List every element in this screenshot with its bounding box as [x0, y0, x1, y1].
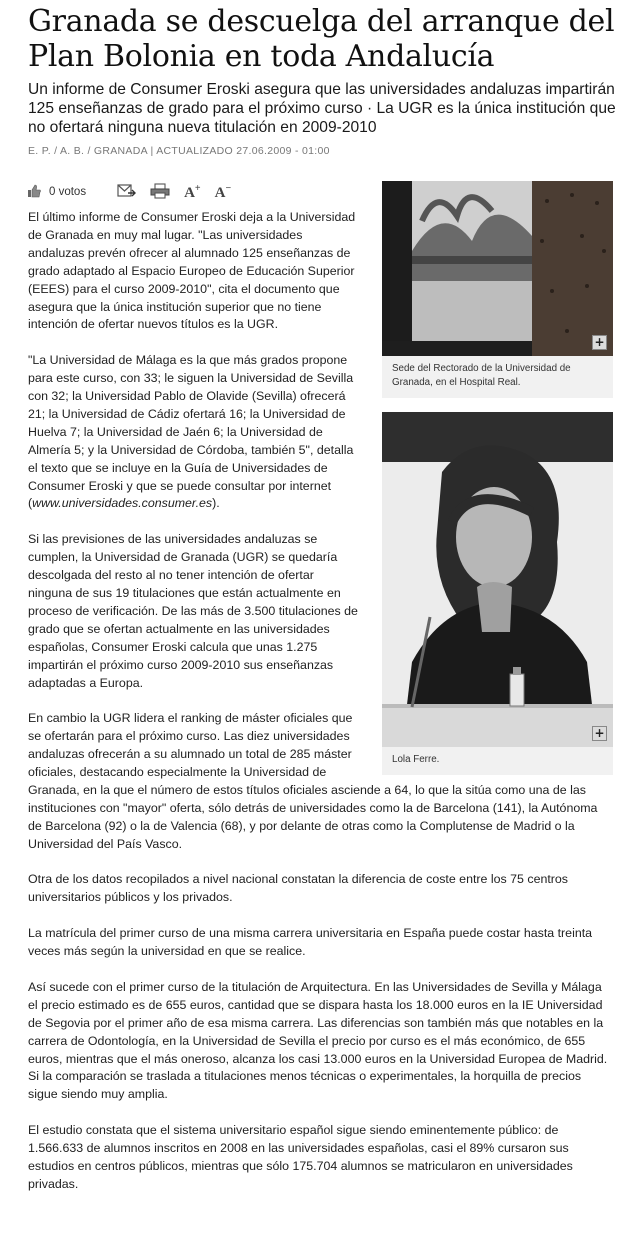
link-universidades-consumer[interactable]: www.universidades.consumer.es — [32, 496, 213, 511]
paragraph: Así sucede con el primer curso de la titulación de Arquitectura. En las Universidades de Sevilla y Málaga el precio estimado es de 655 euros, cantidad que se dispara hasta los 18.000 euros en la IE Universidad de Segovia por el primer año de esa misma carrera. Las diferencias son también más que notables en la carrera de Odontología, en la Universidad de Sevilla el precio por curso es el más económico, de 655 euros, mientras que el más oneroso, alcanza los casi 13.000 euros en la Universidad Europea de Madrid. Si la comparación se traslada a titulaciones menos técnicas o experimentales, la horquilla de precios sigue siendo muy amplia. — [28, 979, 608, 1102]
email-icon — [116, 183, 136, 202]
paragraph: El estudio constata que el sistema universitario español sigue siendo eminentemente público: de 1.566.633 de alumnos inscritos en 2008 en las universidades españolas, casi el 89% cursaron sus estudios en centros públicos, mientras que sólo 175.704 alumnos se matricularon en universidades privadas. — [28, 1123, 573, 1191]
article-body — [28, 209, 613, 1212]
photo-caption: Lola Ferre. — [382, 747, 613, 775]
print-icon — [150, 183, 170, 202]
byline: E. P. / A. B. / GRANADA | ACTUALIZADO 27.06.2009 - 01:00 — [28, 145, 330, 157]
font-increase-icon: A+ — [184, 182, 201, 201]
font-increase-button[interactable] — [184, 183, 201, 202]
article-title: Granada se descuelga del arranque del Plan Bolonia en toda Andalucía — [28, 4, 615, 74]
paragraph: La matrícula del primer curso de una misma carrera universitaria en España puede costar hasta treinta veces más según la universidad en que se realice. — [28, 926, 593, 959]
expand-icon[interactable]: + — [592, 335, 607, 350]
paragraph: Si las previsiones de las universidades andaluzas se cumplen, la Universidad de Granada (UGR) se quedaría descolgada del resto al no tener intención de ofertar ninguna de sus 19 titulaciones que están actualmente en proceso de verificación. De las más de 3.500 titulaciones de grado que se ofertan actualmente en las universidades españolas, Consumer Eroski calcula que unas 1.275 impartirán el próximo curso 2009-2010 sus enseñanzas adaptadas a Europa. — [28, 532, 358, 690]
email-button[interactable] — [116, 183, 136, 202]
votes-count: 0 votos — [49, 186, 87, 198]
paragraph: "La Universidad de Málaga es la que más grados propone para este curso, con 33; le siguen la Universidad de Sevilla con 32; la Universidad Pablo de Olavide (Sevilla) ofrecerá 21; la Universidad de Cádiz ofertará 16; la Universidad de Huelva 7; la Universidad de Jaén 6; la Universidad de Almería 5; y la Universidad de Córdoba, también 5", detalla el texto que se incluye en la Guía de Universidades de Consumer Eroski y que se puede consultar por internet (www.universidades.consumer.es). — [28, 353, 354, 511]
vote-button[interactable] — [28, 184, 102, 201]
rectorado-image[interactable] — [382, 181, 613, 356]
paragraph: El último informe de Consumer Eroski deja a la Universidad de Granada en muy mal lugar. "Las universidades andaluzas prevén ofrecer al alumnado 125 enseñanzas de grado adaptado al Espacio Europeo de Educación Superior (EEES) para el curso 2009-2010", cita el documento que asegura que la única institución superior que no tiene intención de ofertar nuevos títulos es la UGR. — [28, 210, 356, 332]
paragraph: En cambio la UGR lidera el ranking de máster oficiales que se ofertarán para el próximo curso. Las diez universidades andaluzas ofrecerán a su alumnado un total de 285 máster oficiales, destacando especialmente la Universidad de Granada, en la que el número de estos títulos oficiales asciende a 64, lo que la sitúa como una de las instituciones con "mayor" oferta, sólo detrás de universidades como la de Barcelona (141), la Autónoma de Barcelona (92) o la de Valencia (68), y por delante de otras como la Complutense de Madrid o la Universidad del País Vasco. — [28, 711, 598, 851]
print-button[interactable] — [150, 183, 170, 202]
photo-caption: Sede del Rectorado de la Universidad de Granada, en el Hospital Real. — [382, 356, 613, 398]
photo-rectorado — [382, 181, 613, 775]
paragraph: Otra de los datos recopilados a nivel nacional constatan la diferencia de coste entre los 75 centros universitarios públicos y los privados. — [28, 872, 569, 905]
expand-icon[interactable]: + — [592, 726, 607, 741]
font-decrease-icon: A− — [214, 182, 232, 201]
thumbs-up-icon — [28, 184, 41, 201]
font-decrease-button[interactable] — [215, 183, 232, 202]
lola-ferre-image[interactable] — [382, 412, 613, 747]
article-tools — [28, 182, 245, 202]
article-subtitle: Un informe de Consumer Eroski asegura que las universidades andaluzas impartirán 125 enseñanzas de grado para el próximo curso · La UGR es la única institución que no ofertará ninguna nueva titulación en 2009-2010 — [28, 81, 616, 136]
